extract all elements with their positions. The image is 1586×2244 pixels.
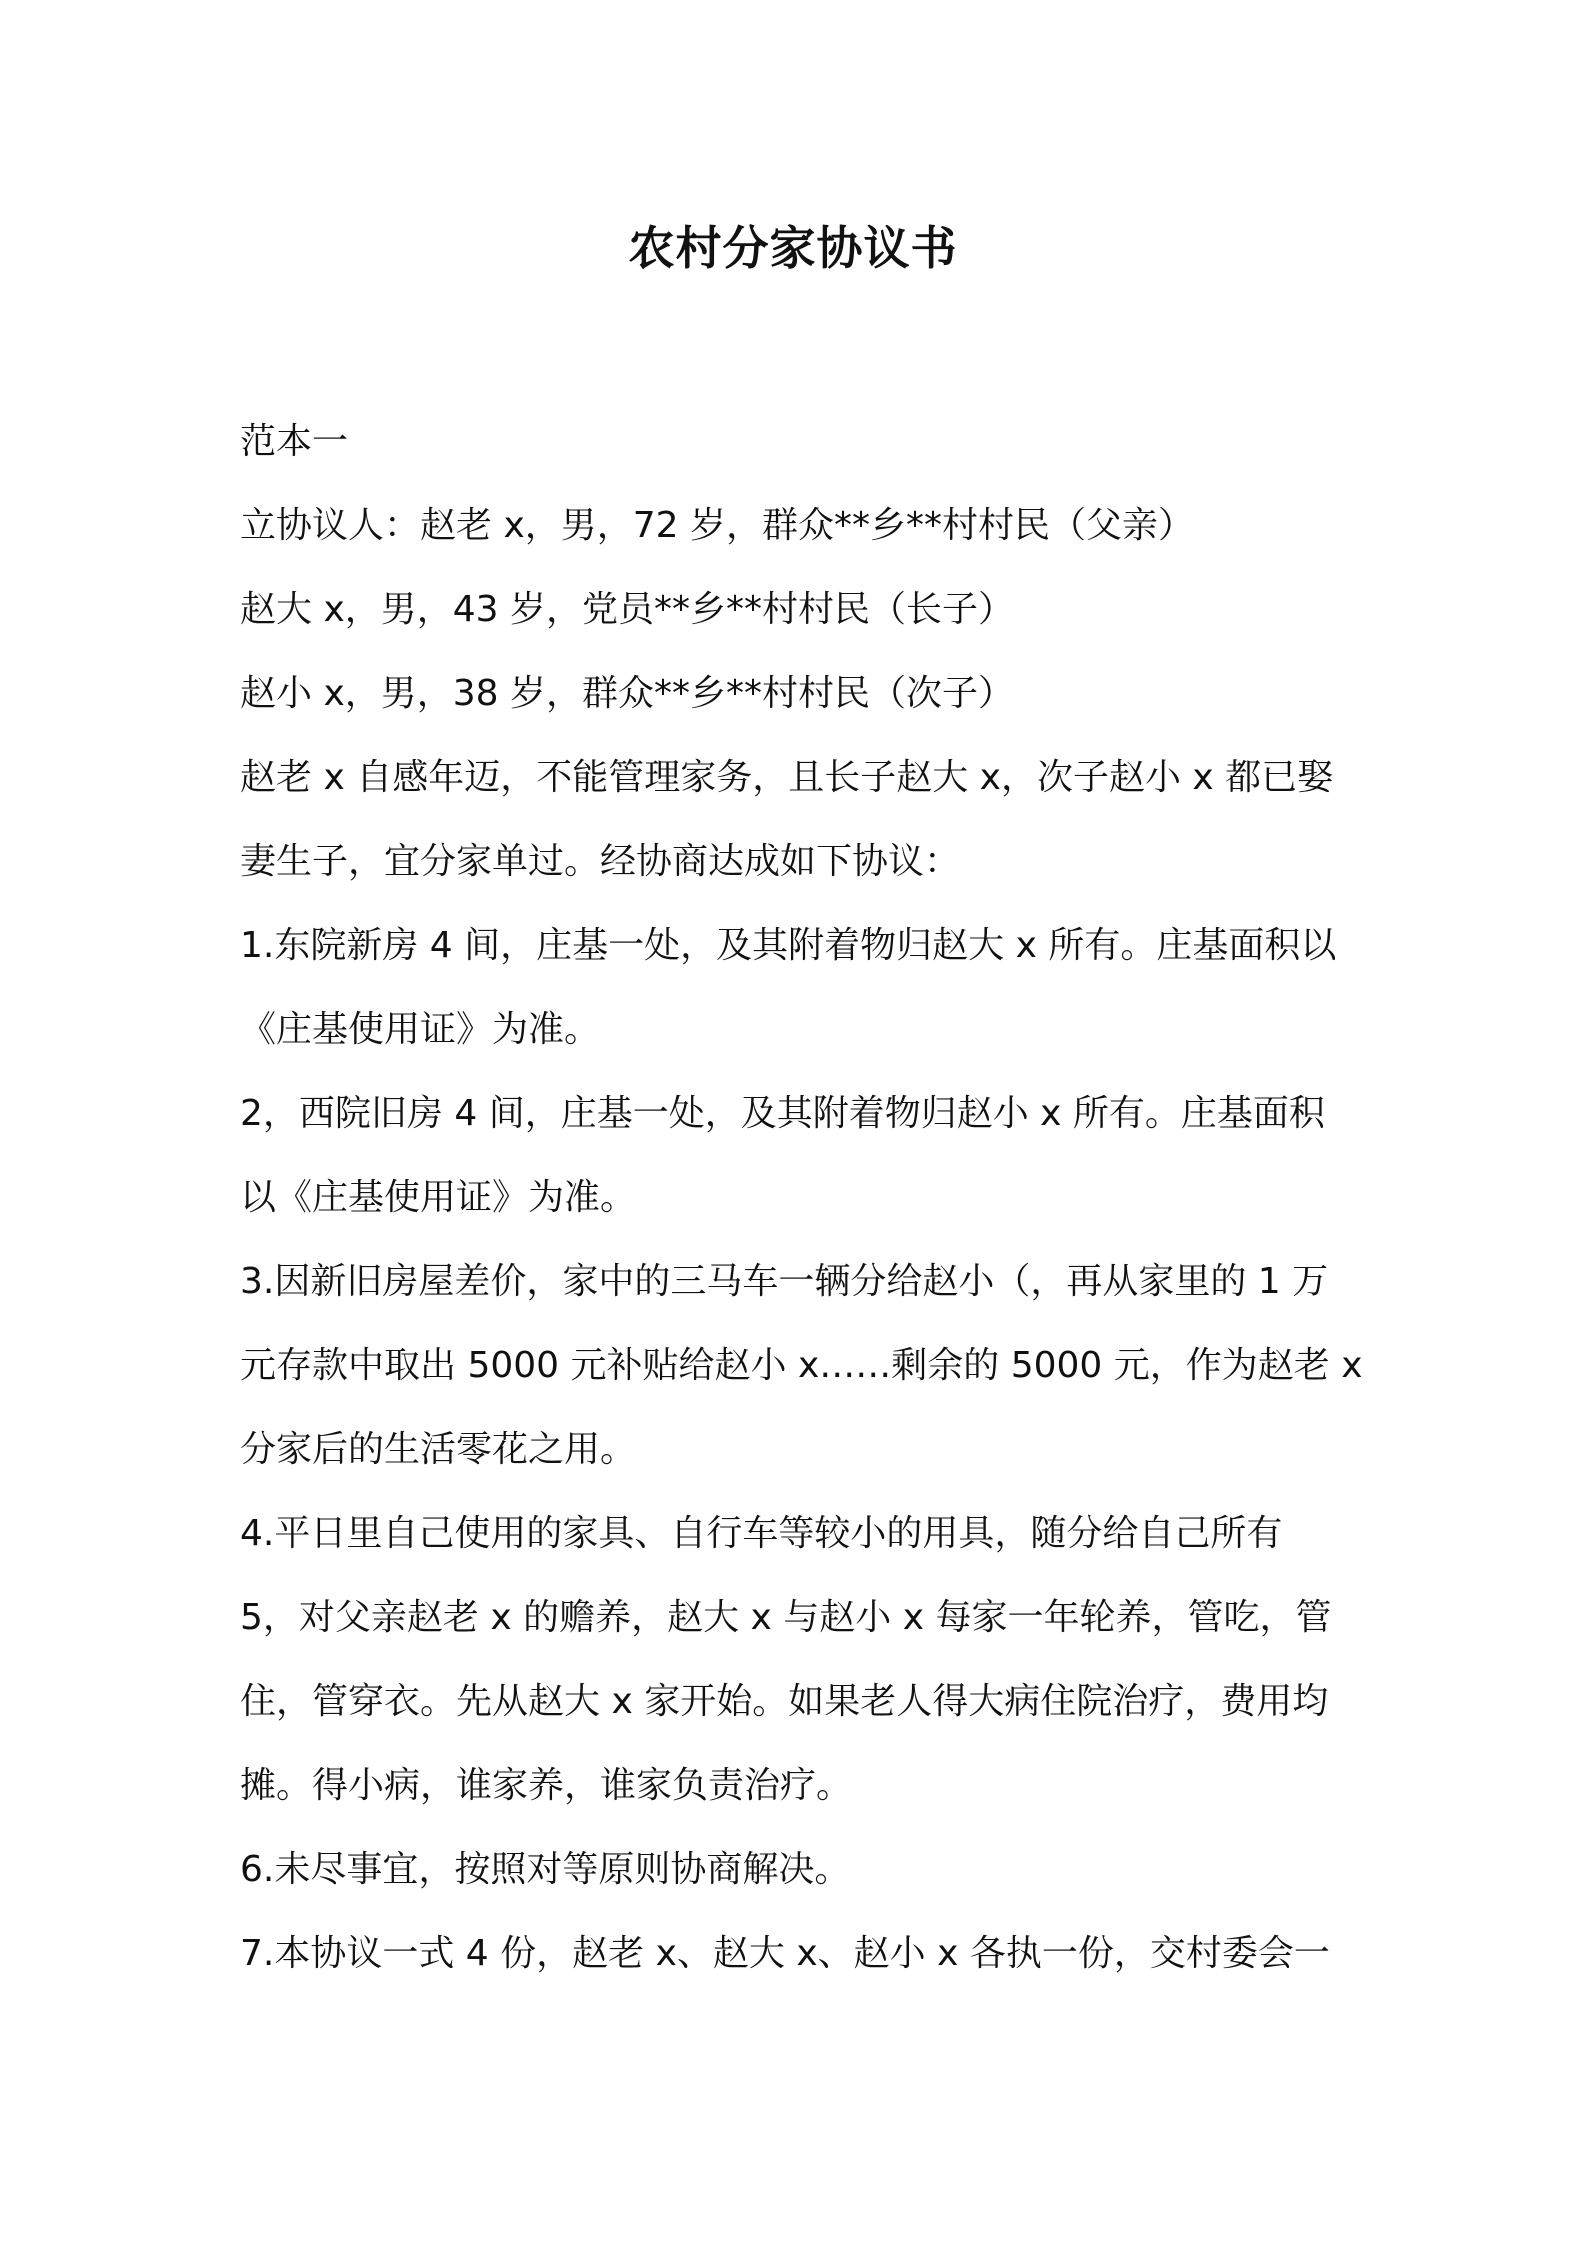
text-line: 2，西院旧房 4 间，庄基一处，及其附着物归赵小 x 所有。庄基面积 <box>240 1093 1325 1134</box>
text-line: 《庄基使用证》为准。 <box>240 1009 601 1050</box>
text-line: 6.未尽事宜，按照对等原则协商解决。 <box>240 1849 851 1890</box>
text-line: 赵老 x 自感年迈，不能管理家务，且长子赵大 x，次子赵小 x 都已娶 <box>240 757 1334 798</box>
text-line: 分家后的生活零花之用。 <box>240 1429 637 1470</box>
text-line: 7.本协议一式 4 份，赵老 x、赵大 x、赵小 x 各执一份，交村委会一 <box>240 1933 1330 1974</box>
text-line: 以《庄基使用证》为准。 <box>240 1177 637 1218</box>
text-line: 赵大 x，男，43 岁，党员**乡**村村民（长子） <box>240 589 1015 630</box>
text-line: 4.平日里自己使用的家具、自行车等较小的用具，随分给自己所有 <box>240 1513 1283 1554</box>
text-line: 摊。得小病，谁家养，谁家负责治疗。 <box>240 1765 853 1806</box>
text-line: 元存款中取出 5000 元补贴给赵小 x……剩余的 5000 元，作为赵老 x <box>240 1345 1363 1386</box>
text-line: 1.东院新房 4 间，庄基一处，及其附着物归赵大 x 所有。庄基面积以 <box>240 925 1337 966</box>
text-line: 5，对父亲赵老 x 的赡养，赵大 x 与赵小 x 每家一年轮养，管吃，管 <box>240 1597 1332 1638</box>
text-line: 3.因新旧房屋差价，家中的三马车一辆分给赵小（，再从家里的 1 万 <box>240 1261 1329 1302</box>
text-line: 范本一 <box>240 421 349 462</box>
document-body <box>240 400 1363 1996</box>
document-title: 农村分家协议书 <box>628 221 958 275</box>
text-line: 住，管穿衣。先从赵大 x 家开始。如果老人得大病住院治疗，费用均 <box>240 1681 1329 1722</box>
text-line: 妻生子，宜分家单过。经协商达成如下协议： <box>240 841 961 882</box>
text-line: 赵小 x，男，38 岁，群众**乡**村村民（次子） <box>240 673 1015 714</box>
text-line: 立协议人：赵老 x，男，72 岁，群众**乡**村村民（父亲） <box>240 505 1195 546</box>
